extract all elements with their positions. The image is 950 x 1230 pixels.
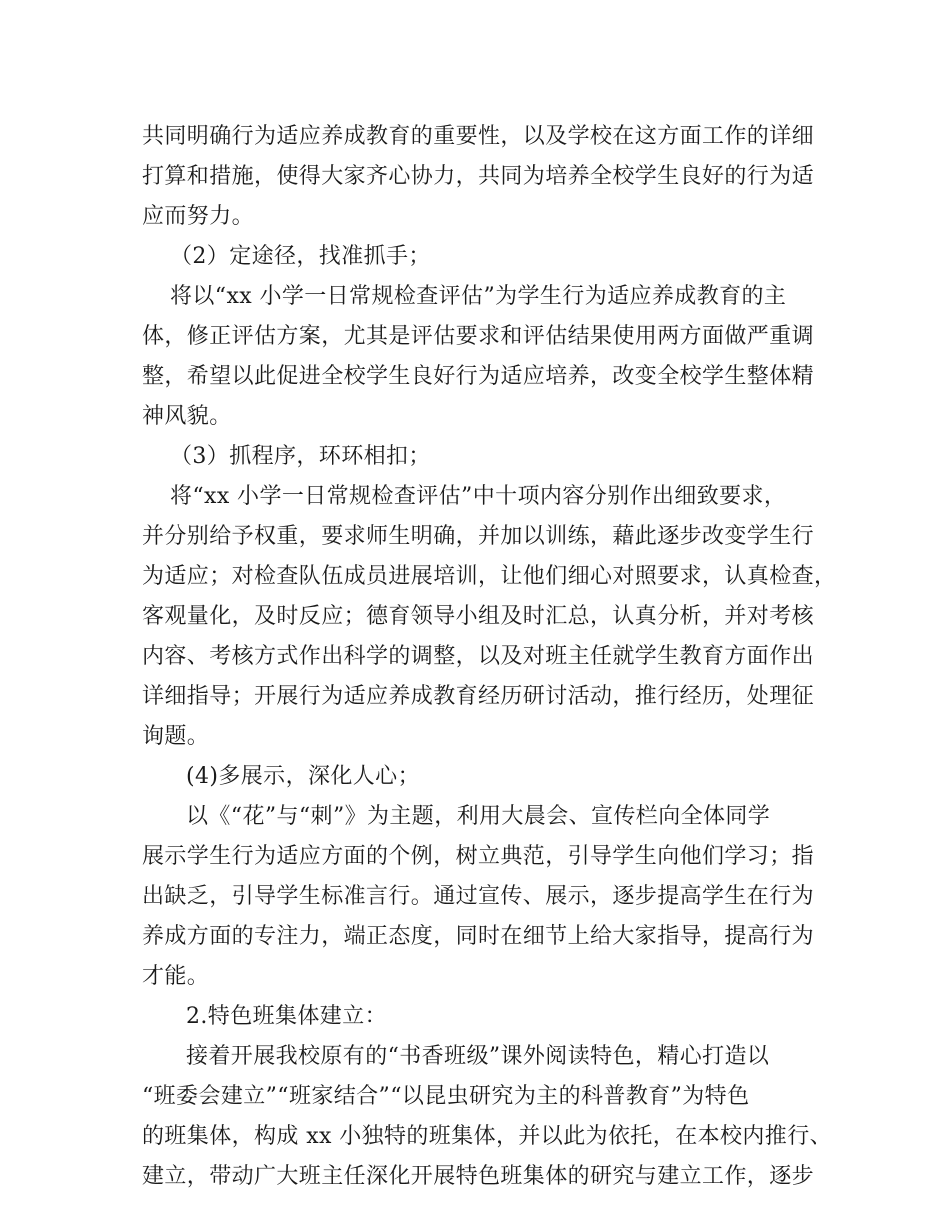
text-line: 将以“xx 小学一日常规检查评估”为学生行为适应养成教育的主 bbox=[170, 284, 787, 309]
text-line: 打算和措施，使得大家齐心协力，共同为培养全校学生良好的行为适 bbox=[142, 164, 815, 189]
text-line: 出缺乏，引导学生标准言行。通过宣传、展示，逐步提高学生在行为 bbox=[142, 884, 815, 909]
text-line: 客观量化，及时反应；德育领导小组及时汇总，认真分析，并对考核 bbox=[142, 604, 815, 629]
text-line: 才能。 bbox=[142, 964, 210, 989]
text-line: 为适应；对检查队伍成员进展培训，让他们细心对照要求，认真检查， bbox=[142, 564, 837, 589]
text-line: 共同明确行为适应养成教育的重要性，以及学校在这方面工作的详细 bbox=[142, 124, 815, 149]
text-line: 展示学生行为适应方面的个例，树立典范，引导学生向他们学习；指 bbox=[142, 844, 815, 869]
text-line: 养成方面的专注力，端正态度，同时在细节上给大家指导，提高行为 bbox=[142, 924, 815, 949]
section-heading: 2.特色班集体建立： bbox=[186, 1004, 387, 1029]
text-line: 以《“花”与“刺”》为主题，利用大晨会、宣传栏向全体同学 bbox=[186, 804, 771, 829]
text-line: 将“xx 小学一日常规检查评估”中十项内容分别作出细致要求， bbox=[170, 484, 787, 509]
text-line: 体，修正评估方案，尤其是评估要求和评估结果使用两方面做严重调 bbox=[142, 324, 815, 349]
text-line: 接着开展我校原有的“书香班级”课外阅读特色，精心打造以 bbox=[186, 1044, 770, 1069]
text-line: 建立，带动广大班主任深化开展特色班集体的研究与建立工作，逐步 bbox=[142, 1164, 815, 1189]
section-heading: （3）抓程序，环环相扣； bbox=[170, 444, 431, 469]
section-heading: (4)多展示，深化人心； bbox=[186, 764, 420, 789]
text-line: “班委会建立”“班家结合”“以昆虫研究为主的科普教育”为特色 bbox=[142, 1084, 750, 1109]
text-line: 应而努力。 bbox=[142, 204, 255, 229]
text-line: 的班集体，构成 xx 小独特的班集体，并以此为依托，在本校内推行、 bbox=[142, 1124, 833, 1149]
text-line: 整，希望以此促进全校学生良好行为适应培养，改变全校学生整体精 bbox=[142, 364, 815, 389]
body-text bbox=[142, 117, 842, 1197]
text-line: 并分别给予权重，要求师生明确，并加以训练，藉此逐步改变学生行 bbox=[142, 524, 815, 549]
text-line: 神风貌。 bbox=[142, 404, 232, 429]
section-heading: （2）定途径，找准抓手； bbox=[170, 244, 431, 269]
text-line: 详细指导；开展行为适应养成教育经历研讨活动，推行经历，处理征 bbox=[142, 684, 815, 709]
text-line: 内容、考核方式作出科学的调整，以及对班主任就学生教育方面作出 bbox=[142, 644, 815, 669]
text-line: 询题。 bbox=[142, 724, 210, 749]
